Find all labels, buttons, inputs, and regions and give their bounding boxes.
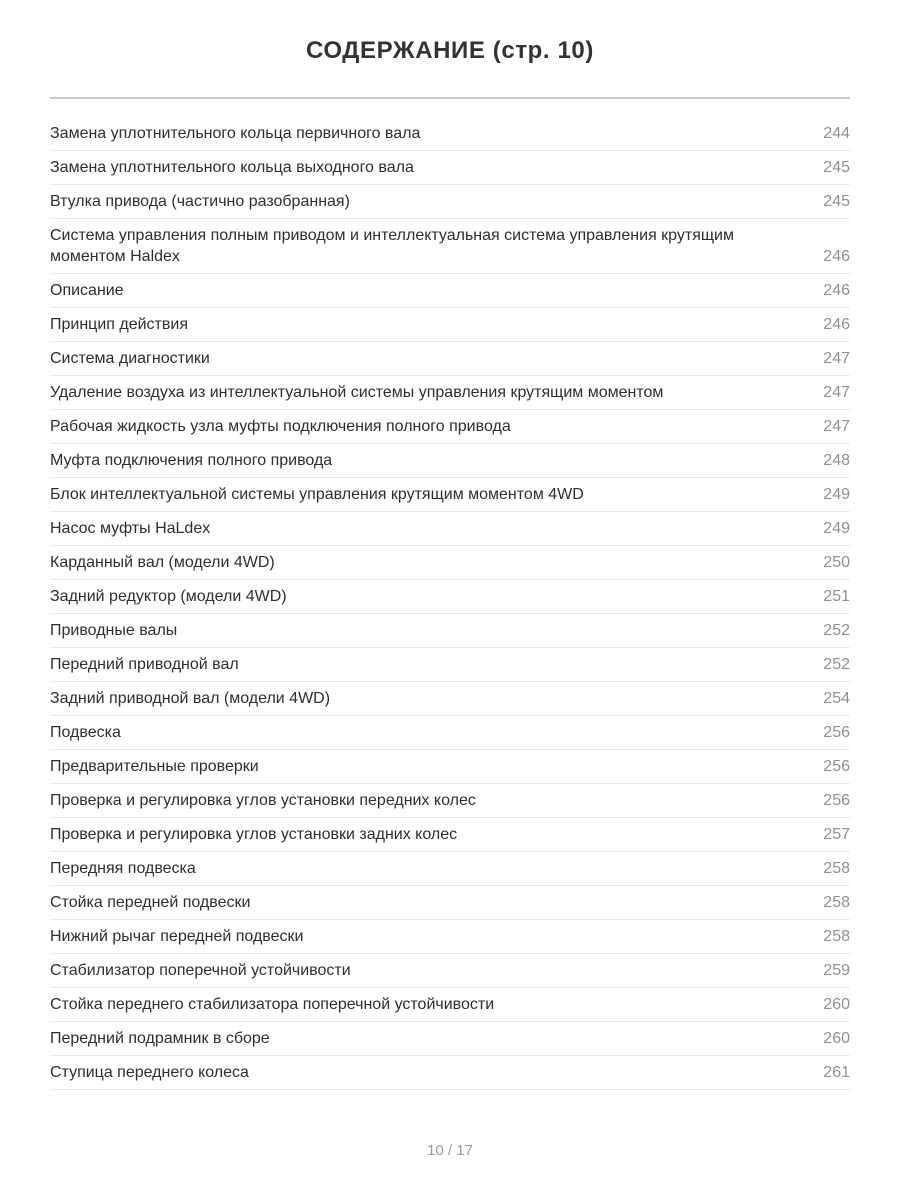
toc-entry-page-number: 249 bbox=[823, 520, 850, 537]
toc-entry-label: Система диагностики bbox=[50, 350, 210, 367]
toc-entry-row bbox=[50, 580, 850, 614]
toc-entry-label: Стабилизатор поперечной устойчивости bbox=[50, 962, 351, 979]
toc-entry-row bbox=[50, 444, 850, 478]
toc-entry-row bbox=[50, 410, 850, 444]
toc-entry-label: Принцип действия bbox=[50, 316, 188, 333]
toc-entry-label: Насос муфты HaLdex bbox=[50, 520, 211, 537]
toc-entry-label: Нижний рычаг передней подвески bbox=[50, 928, 304, 945]
toc-entry-page-number: 258 bbox=[823, 928, 850, 945]
toc-entry-label: Описание bbox=[50, 282, 124, 299]
toc-entry-label: Блок интеллектуальной системы управления крутящим моментом 4WD bbox=[50, 486, 584, 503]
toc-entry-page-number: 245 bbox=[823, 159, 850, 176]
toc-entry-label: Задний приводной вал (модели 4WD) bbox=[50, 690, 331, 707]
toc-entry-label: Карданный вал (модели 4WD) bbox=[50, 554, 275, 571]
toc-entry-page-number: 257 bbox=[823, 826, 850, 843]
toc-entry-page-number: 256 bbox=[823, 792, 850, 809]
toc-entry-label: Система управления полным приводом и интеллектуальная система управления крутящим моментом Haldex bbox=[50, 227, 734, 265]
toc-entry-row bbox=[50, 546, 850, 580]
toc-entry-row bbox=[50, 886, 850, 920]
toc-entry-row bbox=[50, 376, 850, 410]
toc-entry-page-number: 247 bbox=[823, 350, 850, 367]
page-title: СОДЕРЖАНИЕ (стр. 10) bbox=[306, 37, 594, 64]
toc-entry-row bbox=[50, 920, 850, 954]
toc-entry-row bbox=[50, 648, 850, 682]
toc-entry-label: Проверка и регулировка углов установки передних колес bbox=[50, 792, 476, 809]
toc-entry-page-number: 258 bbox=[823, 860, 850, 877]
toc-entry-row bbox=[50, 478, 850, 512]
toc-entry-page-number: 252 bbox=[823, 622, 850, 639]
header-rule bbox=[50, 97, 850, 99]
toc-entry-label: Передний подрамник в сборе bbox=[50, 1030, 270, 1047]
toc-entry-page-number: 249 bbox=[823, 486, 850, 503]
toc-entry-row bbox=[50, 1022, 850, 1056]
toc-list bbox=[50, 117, 850, 1090]
toc-entry-row bbox=[50, 852, 850, 886]
toc-entry-row bbox=[50, 954, 850, 988]
toc-entry-row bbox=[50, 818, 850, 852]
page-header bbox=[0, 0, 900, 99]
toc-entry-page-number: 261 bbox=[823, 1064, 850, 1081]
toc-entry-row bbox=[50, 151, 850, 185]
toc-entry-label: Подвеска bbox=[50, 724, 121, 741]
toc-entry-label: Рабочая жидкость узла муфты подключения полного привода bbox=[50, 418, 511, 435]
toc-entry-page-number: 259 bbox=[823, 962, 850, 979]
page-footer bbox=[0, 1142, 900, 1200]
toc-entry-label: Стойка передней подвески bbox=[50, 894, 251, 911]
toc-entry-label: Предварительные проверки bbox=[50, 758, 259, 775]
toc-entry-label: Муфта подключения полного привода bbox=[50, 452, 333, 469]
toc-entry-row bbox=[50, 716, 850, 750]
toc-entry-row bbox=[50, 988, 850, 1022]
toc-entry-page-number: 256 bbox=[823, 724, 850, 741]
toc-entry-page-number: 250 bbox=[823, 554, 850, 571]
toc-entry-row bbox=[50, 185, 850, 219]
toc-entry-page-number: 246 bbox=[823, 282, 850, 299]
toc-entry-page-number: 254 bbox=[823, 690, 850, 707]
toc-entry-label: Стойка переднего стабилизатора поперечной устойчивости bbox=[50, 996, 495, 1013]
toc-entry-page-number: 251 bbox=[823, 588, 850, 605]
toc-entry-label: Замена уплотнительного кольца первичного вала bbox=[50, 125, 421, 142]
toc-entry-label: Приводные валы bbox=[50, 622, 178, 639]
toc-entry-page-number: 256 bbox=[823, 758, 850, 775]
toc-entry-row bbox=[50, 784, 850, 818]
toc-entry-label: Замена уплотнительного кольца выходного вала bbox=[50, 159, 414, 176]
toc-entry-page-number: 252 bbox=[823, 656, 850, 673]
toc-entry-page-number: 247 bbox=[823, 384, 850, 401]
toc-entry-label: Передняя подвеска bbox=[50, 860, 196, 877]
toc-entry-row bbox=[50, 750, 850, 784]
toc-entry-label: Удаление воздуха из интеллектуальной системы управления крутящим моментом bbox=[50, 384, 664, 401]
pagination-indicator: 10 / 17 bbox=[427, 1142, 473, 1159]
toc-entry-row bbox=[50, 219, 850, 274]
toc-entry-label: Задний редуктор (модели 4WD) bbox=[50, 588, 287, 605]
toc-entry-label: Втулка привода (частично разобранная) bbox=[50, 193, 350, 210]
toc-entry-row bbox=[50, 614, 850, 648]
toc-entry-page-number: 260 bbox=[823, 996, 850, 1013]
toc-entry-row bbox=[50, 274, 850, 308]
toc-entry-page-number: 260 bbox=[823, 1030, 850, 1047]
toc-entry-row bbox=[50, 1056, 850, 1090]
toc-entry-label: Ступица переднего колеса bbox=[50, 1064, 249, 1081]
toc-entry-row bbox=[50, 512, 850, 546]
toc-entry-row bbox=[50, 342, 850, 376]
toc-entry-page-number: 245 bbox=[823, 193, 850, 210]
toc-entry-row bbox=[50, 682, 850, 716]
toc-entry-label: Передний приводной вал bbox=[50, 656, 239, 673]
toc-entry-row bbox=[50, 117, 850, 151]
toc-entry-page-number: 258 bbox=[823, 894, 850, 911]
toc-entry-page-number: 246 bbox=[823, 316, 850, 333]
toc-entry-row bbox=[50, 308, 850, 342]
toc-entry-page-number: 244 bbox=[823, 125, 850, 142]
toc-entry-page-number: 247 bbox=[823, 418, 850, 435]
toc-entry-page-number: 248 bbox=[823, 452, 850, 469]
toc-entry-page-number: 246 bbox=[823, 248, 850, 265]
toc-entry-label: Проверка и регулировка углов установки задних колес bbox=[50, 826, 458, 843]
